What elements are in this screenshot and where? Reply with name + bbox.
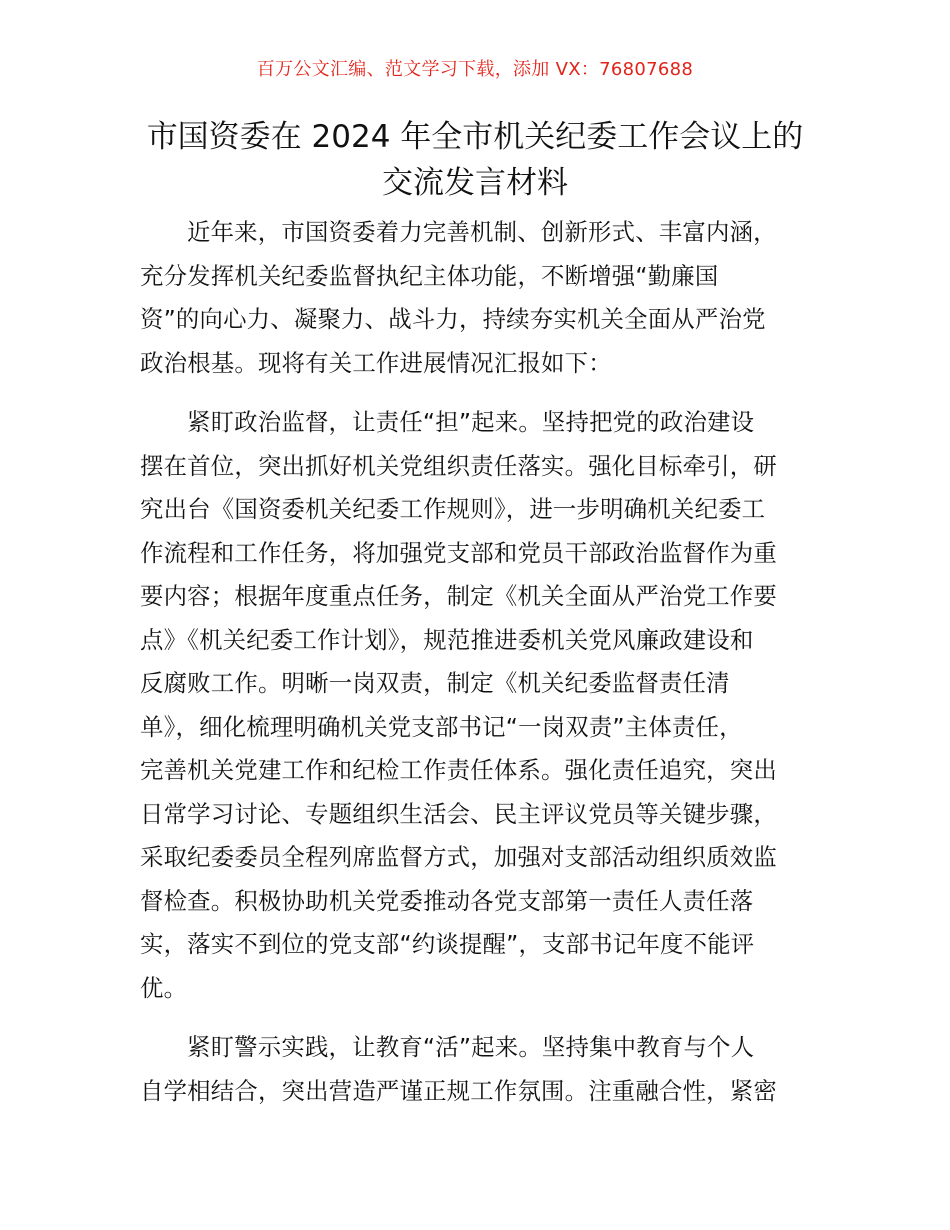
text-line: 要内容；根据年度重点任务，制定《机关全面从严治党工作要 [140,582,777,610]
text-line: 单》，细化梳理明确机关党支部书记“一岗双责”主体责任， [140,712,743,741]
paragraph-political-supervision [140,401,812,1010]
header-watermark-note: 百万公文汇编、范文学习下载，添加 VX：76807688 [256,59,694,80]
document-body [140,211,812,1113]
text-line: 政治根基。现将有关工作进展情况汇报如下： [140,348,612,377]
text-line: 实，落实不到位的党支部“约谈提醒”，支部书记年度不能评 [140,930,755,958]
text-line: 完善机关党建工作和纪检工作责任体系。强化责任追究，突出 [140,756,777,784]
text-line: 反腐败工作。明晰一岗双责，制定《机关纪委监督责任清 [140,669,730,697]
text-line: 资”的向心力、凝聚力、战斗力，持续夯实机关全面从严治党 [140,305,766,333]
page-title [110,114,840,206]
text-line: 近年来，市国资委着力完善机制、创新形式、丰富内涵， [187,218,777,246]
text-line: 督检查。积极协助机关党委推动各党支部第一责任人责任落 [140,886,754,915]
title-line-2: 交流发言材料 [382,165,568,201]
text-line: 采取纪委委员全程列席监督方式，加强对支部活动组织质效监 [140,843,777,871]
text-line: 紧盯警示实践，让教育“活”起来。坚持集中教育与个人 [187,1033,755,1061]
text-line: 究出台《国资委机关纪委工作规则》，进一步明确机关纪委工 [140,495,766,523]
paragraph-intro [140,211,812,385]
paragraph-warning-education [140,1026,812,1113]
text-line: 摆在首位，突出抓好机关党组织责任落实。强化目标牵引，研 [140,451,777,480]
title-line-1: 市国资委在 2024 年全市机关纪委工作会议上的 [146,119,804,155]
text-line: 作流程和工作任务，将加强党支部和党员干部政治监督作为重 [140,538,777,567]
text-line: 优。 [140,973,188,1002]
text-line: 自学相结合，突出营造严谨正规工作氛围。注重融合性，紧密 [140,1076,777,1105]
text-line: 日常学习讨论、专题组织生活会、民主评议党员等关键步骤， [140,799,777,828]
text-line: 紧盯政治监督，让责任“担”起来。坚持把党的政治建设 [187,408,755,436]
text-line: 点》《机关纪委工作计划》，规范推进委机关党风廉政建设和 [140,625,754,654]
text-line: 充分发挥机关纪委监督执纪主体功能，不断增强“勤廉国 [140,261,719,290]
